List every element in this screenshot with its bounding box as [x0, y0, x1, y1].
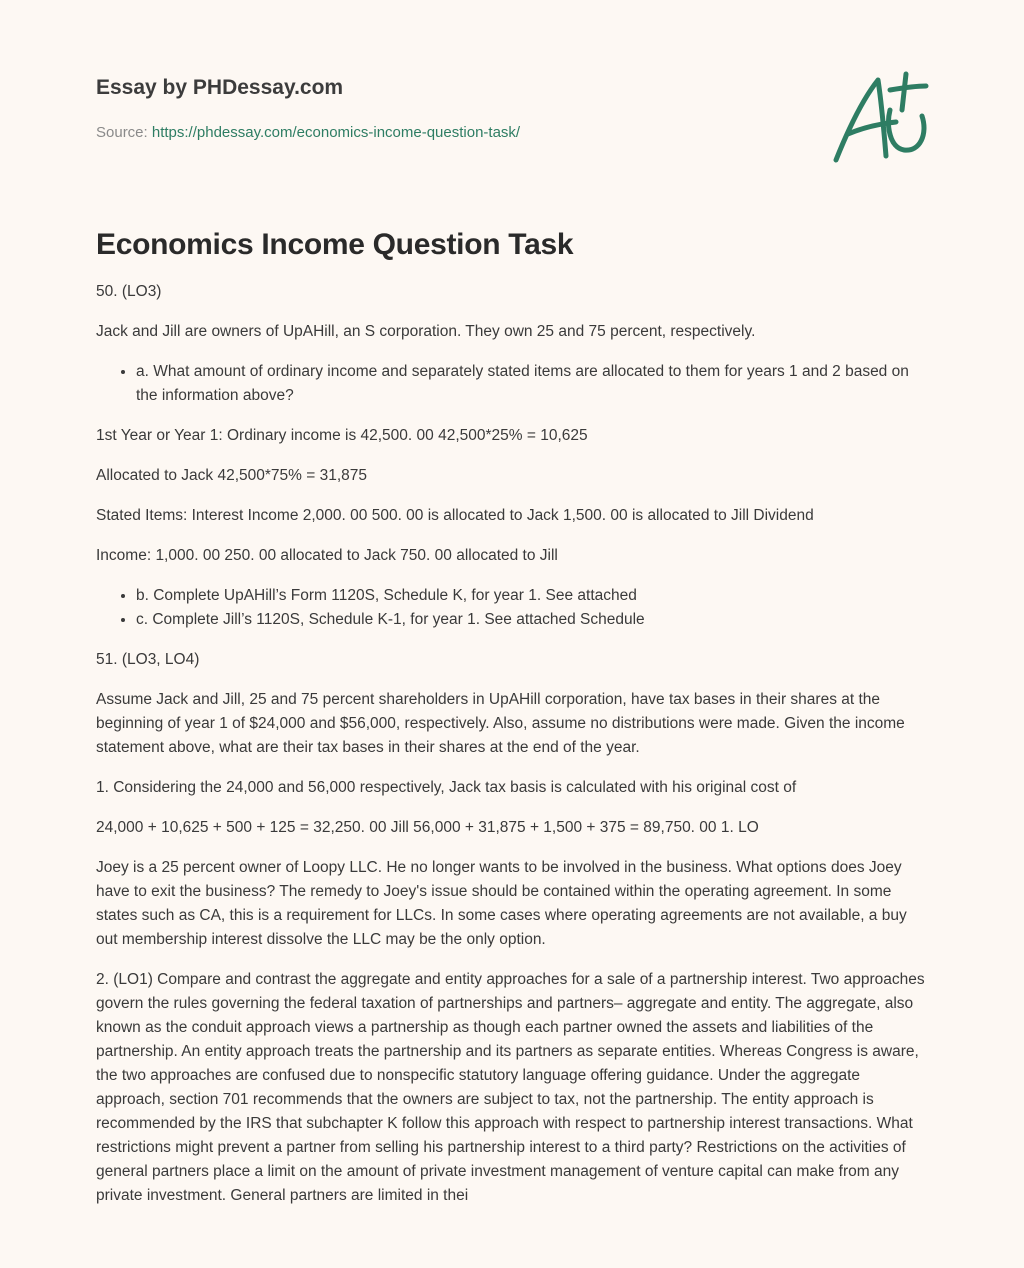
- paragraph: 51. (LO3, LO4): [96, 651, 200, 668]
- source-line: [96, 124, 520, 141]
- paragraph: 1st Year or Year 1: Ordinary income is 42,500. 00 42,500*25% = 10,625: [96, 427, 588, 444]
- a-plus-logo-icon: [826, 64, 936, 168]
- paragraph: 50. (LO3): [96, 283, 162, 300]
- article-body: [96, 280, 928, 1208]
- bullet-list: [96, 584, 928, 632]
- bullet-list: [96, 360, 928, 408]
- page-title: Economics Income Question Task: [96, 228, 574, 261]
- list-item: • c. Complete Jill’s 1120S, Schedule K-1, for year 1. See attached Schedule: [136, 608, 928, 632]
- paragraph: Jack and Jill are owners of UpAHill, an S corporation. They own 25 and 75 percent, respectively.: [96, 323, 756, 340]
- paragraph: 2. (LO1) Compare and contrast the aggregate and entity approaches for a sale of a partnership interest. Two approaches govern the rules governing the federal taxation of partnerships and partners– aggregate and entity. The aggregate, also known as the conduit approach views a partnership as though each partner owned the assets and liabilities of the partnership. An entity approach treats the partnership and its partners as separate entities. Whereas Congress is aware, the two approaches are confused due to nonspecific statutory language offering guidance. Under the aggregate approach, section 701 recommends that the owners are subject to tax, not the partnership. The entity approach is recommended by the IRS that subchapter K follow this approach with respect to partnership interest transactions. What restrictions might prevent a partner from selling his partnership interest to a third party? Restrictions on the activities of general partners place a limit on the amount of private investment management of venture capital can make from any private investment. General partners are limited in thei: [96, 971, 925, 1204]
- header: [96, 0, 928, 190]
- source-link[interactable]: https://phdessay.com/economics-income-question-task/: [151, 124, 521, 141]
- paragraph: Stated Items: Interest Income 2,000. 00 500. 00 is allocated to Jack 1,500. 00 is allocated to Jill Dividend: [96, 507, 814, 524]
- paragraph: Assume Jack and Jill, 25 and 75 percent shareholders in UpAHill corporation, have tax bases in their shares at the beginning of year 1 of $24,000 and $56,000, respectively. Also, assume no distributions were made. Given the income statement above, what are their tax bases in their shares at the end of the year.: [96, 691, 905, 756]
- list-item: • b. Complete UpAHill’s Form 1120S, Schedule K, for year 1. See attached: [136, 584, 928, 608]
- paragraph: Joey is a 25 percent owner of Loopy LLC. He no longer wants to be involved in the business. What options does Joey have to exit the business? The remedy to Joey's issue should be contained within the operating agreement. In some states such as CA, this is a requirement for LLCs. In some cases where operating agreements are not available, a buy out membership interest dissolve the LLC may be the only option.: [96, 859, 907, 948]
- paragraph: 1. Considering the 24,000 and 56,000 respectively, Jack tax basis is calculated with his original cost of: [96, 779, 797, 796]
- paragraph: 24,000 + 10,625 + 500 + 125 = 32,250. 00 Jill 56,000 + 31,875 + 1,500 + 375 = 89,750. 00 1. LO: [96, 819, 759, 836]
- source-label: Source:: [96, 124, 152, 141]
- bottom-fade: [0, 1228, 1024, 1268]
- brand-title: Essay by PHDessay.com: [96, 76, 344, 99]
- list-item: • a. What amount of ordinary income and separately stated items are allocated to them for years 1 and 2 based on the information above?: [136, 360, 928, 408]
- paragraph: Allocated to Jack 42,500*75% = 31,875: [96, 467, 368, 484]
- paragraph: Income: 1,000. 00 250. 00 allocated to Jack 750. 00 allocated to Jill: [96, 547, 558, 564]
